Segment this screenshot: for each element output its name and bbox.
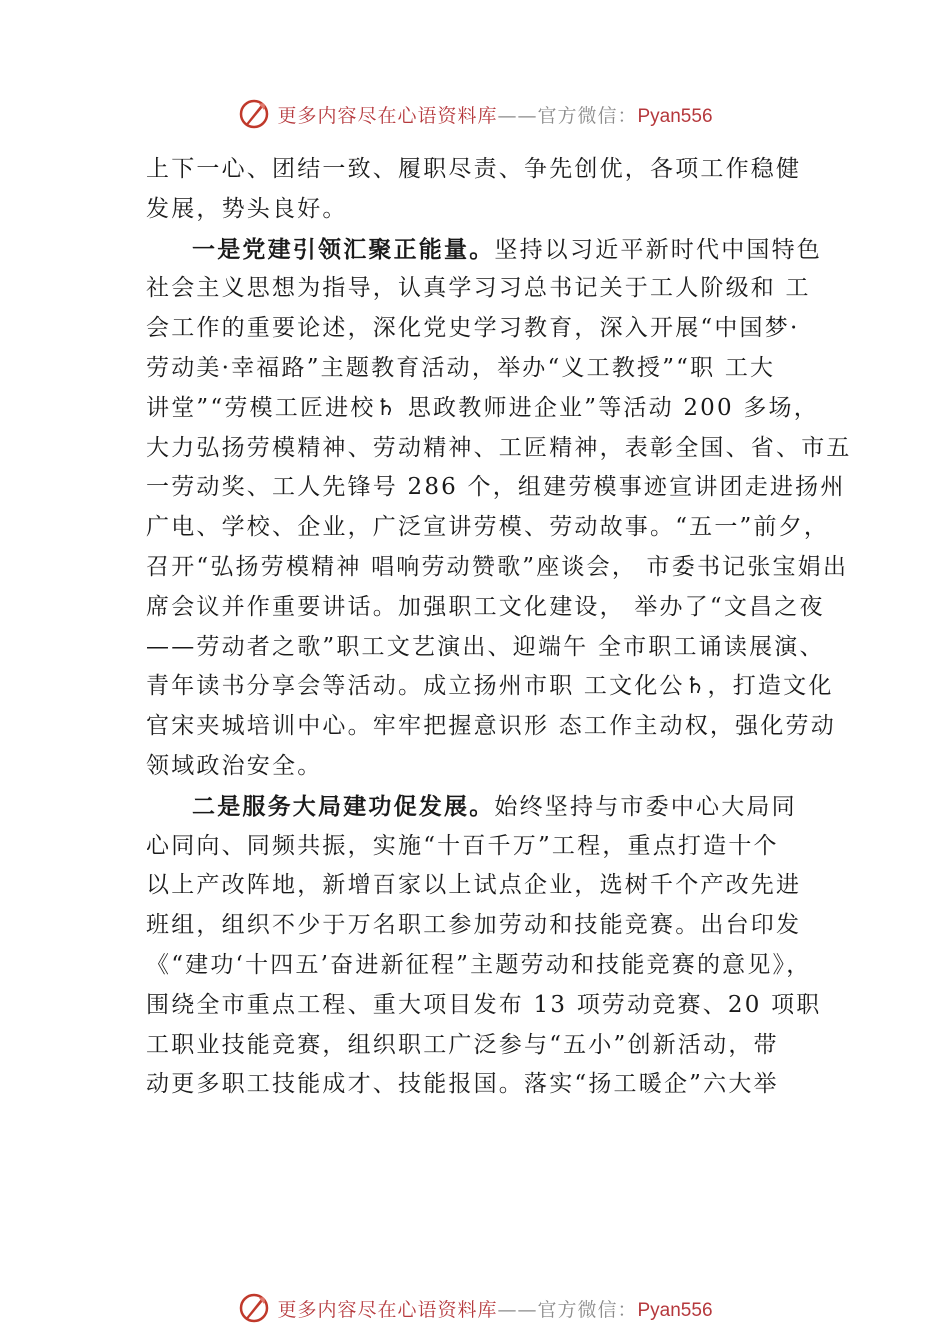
text-line: 讲堂”“劳模工匠进校♄ 思政教师进企业”等活动 200 多场，: [146, 394, 819, 421]
banner-dash: ——: [497, 104, 538, 127]
text-line: 围绕全市重点工程、重大项目发布 13 项劳动竞赛、20 项职: [146, 991, 822, 1018]
banner-wechat-id: Pyan556: [637, 105, 713, 127]
footer-banner: [0, 1288, 950, 1328]
text-line: 官宋夹城培训中心。牢牢把握意识形 态工作主动权，强化劳动: [146, 713, 836, 740]
text-line: 青年读书分享会等活动。成立扬州市职 工文化公♄，打造文化: [146, 673, 834, 700]
banner-main: 更多内容尽在心语资料库: [277, 1298, 498, 1321]
banner-dash: ——: [497, 1298, 538, 1321]
header-banner: [0, 94, 950, 134]
banner-main: 更多内容尽在心语资料库: [277, 104, 498, 127]
text-line: 心同向、同频共振，实施“十百千万”工程，重点打造十个: [146, 832, 779, 859]
banner-wechat-label: 官方微信：: [537, 104, 638, 127]
text-line: 工职业技能竞赛，组织职工广泛参与“五小”创新活动，带: [146, 1031, 779, 1058]
quill-logo-icon: [237, 97, 271, 131]
paragraph-lead-line: [146, 787, 846, 827]
text-span: 始终坚持与市委中心大局同: [494, 793, 797, 820]
paragraph-heading: 二是服务大局建功促发展。: [192, 792, 495, 820]
paragraph-lead-line: [146, 230, 846, 270]
banner-text: [277, 101, 712, 128]
text-line: 劳动美·幸福路”主题教育活动，举办“义工教授”“职 工大: [146, 354, 776, 381]
text-line: 上下一心、团结一致、履职尽责、争先创优，各项工作稳健: [146, 156, 802, 182]
text-line: 召开“弘扬劳模精神 唱响劳动赞歌”座谈会， 市委书记张宝娟出: [146, 553, 849, 580]
document-body: [146, 150, 852, 1105]
text-line: 社会主义思想为指导，认真学习习总书记关于工人阶级和 工: [146, 275, 811, 302]
text-line: ——劳动者之歌”职工文艺演出、迎端午 全市职工诵读展演、: [146, 633, 825, 660]
text-line: 发展，势头良好。: [146, 195, 348, 222]
text-line: 班组，组织不少于万名职工参加劳动和技能竞赛。出台印发: [146, 912, 802, 939]
banner-text: [277, 1295, 712, 1322]
text-line: 广电、学校、企业，广泛宣讲劳模、劳动故事。“五一”前夕，: [146, 514, 830, 541]
text-line: 会工作的重要论述，深化党史学习教育，深入开展“中国梦·: [146, 315, 800, 342]
paragraph-heading: 一是党建引领汇聚正能量。: [192, 235, 495, 263]
text-span: 坚持以习近平新时代中国特色: [494, 236, 823, 263]
quill-logo-icon: [237, 1291, 271, 1325]
text-line: 动更多职工技能成才、技能报国。落实“扬工暖企”六大举: [146, 1071, 779, 1098]
text-line: 以上产改阵地，新增百家以上试点企业，选树千个产改先进: [146, 872, 802, 899]
text-line: 《“建功‘十四五’奋进新征程”主题劳动和技能竞赛的意见》，: [146, 951, 812, 978]
text-line: 一劳动奖、工人先锋号 286 个，组建劳模事迹宣讲团走进扬州: [146, 474, 846, 501]
text-line: 领域政治安全。: [146, 752, 323, 779]
banner-wechat-label: 官方微信：: [537, 1298, 638, 1321]
text-line: 大力弘扬劳模精神、劳动精神、工匠精神，表彰全国、省、市五: [146, 434, 852, 461]
text-line: 席会议并作重要讲话。加强职工文化建设， 举办了“文昌之夜: [146, 593, 825, 620]
banner-wechat-id: Pyan556: [637, 1299, 713, 1321]
